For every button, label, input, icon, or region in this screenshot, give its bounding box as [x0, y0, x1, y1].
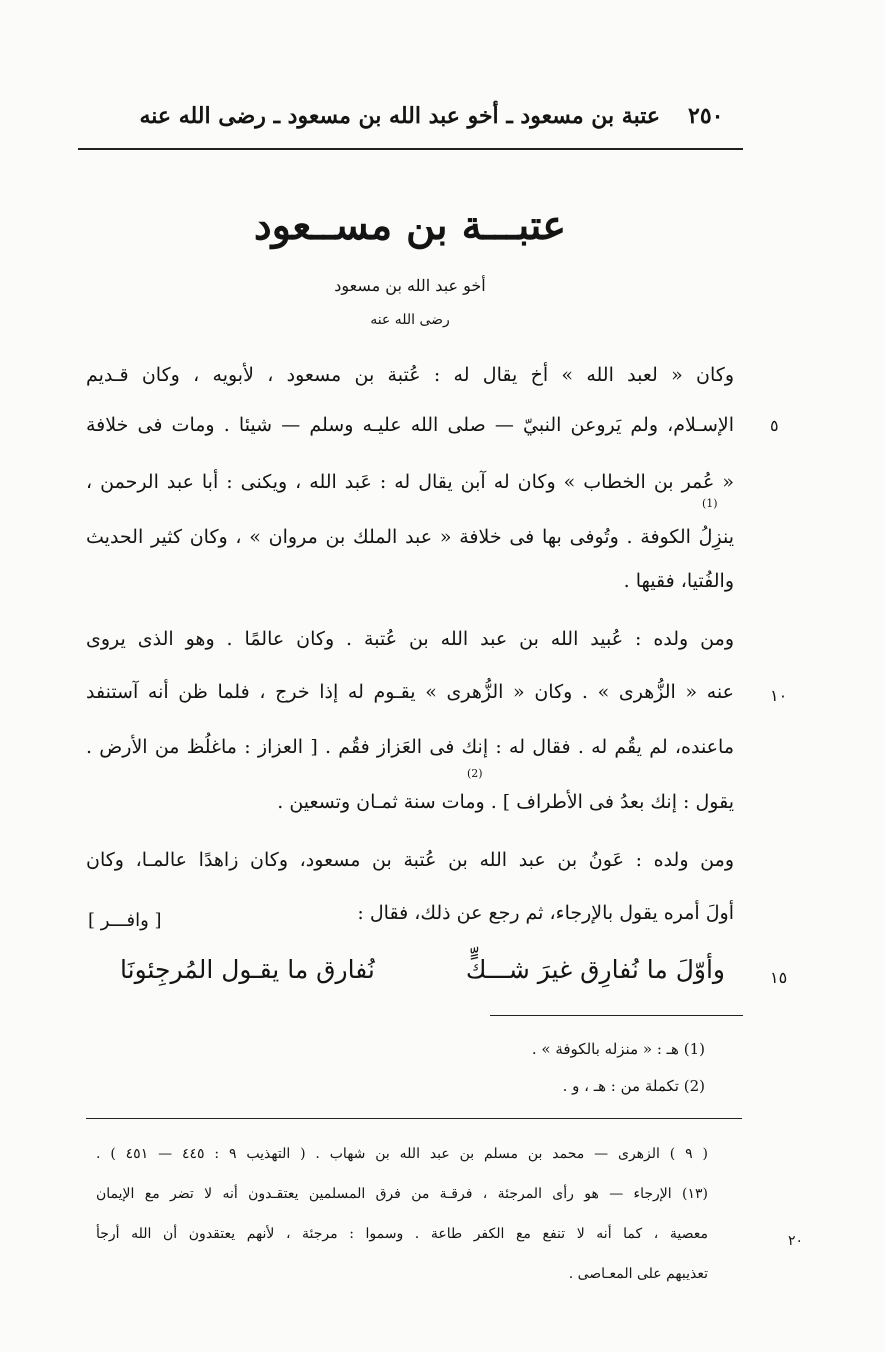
footnote: (1) هـ : « منزله بالكوفة » .: [531, 1040, 705, 1058]
footnote-marker: (1): [702, 497, 718, 510]
commentary-note: ( ٩ ) الزهرى — محمد بن مسلم بن عبد الله بن شهاب . ( التهذيب ٩ : ٤٤٥ — ٤٥١ ) .: [96, 1146, 709, 1162]
body-line: وكان « لعبد الله » أخ يقال له : عُتبة بن مسعود ، لأبويه ، وكان قـديم: [86, 364, 734, 386]
verse-hemistich-1: وأوّلَ ما نُفارِق غيرَ شـــكٍّ: [465, 955, 725, 984]
line-number: ٢٠: [788, 1233, 804, 1249]
body-line: ومن ولده : عُبيد الله بن عبد الله بن عُتبة . وكان عالمًا . وهو الذى يروى: [86, 628, 734, 650]
footnote: (2) تكملة من : هـ ، و .: [562, 1077, 705, 1095]
body-line: أولَ أمره يقول بالإرجاء، ثم رجع عن ذلك، فقال :: [357, 902, 734, 924]
commentary-note: (١٣) الإرجاء — هو رأى المرجئة ، فرقـة من فرق المسلمين يعتقـدون أنه لا تضر مع الإيمان: [96, 1186, 708, 1202]
body-line: « عُمر بن الخطاب » وكان له آبن يقال له : عَبد الله ، ويكنى : أبا عبد الرحمن ،: [86, 471, 734, 493]
line-number: ١٠: [770, 686, 788, 705]
page-number: ٢٥٠: [688, 103, 724, 129]
poem-meter: [ وافـــر ]: [88, 910, 162, 931]
article-honorific: رضى الله عنه: [370, 312, 450, 328]
line-number: ١٥: [770, 968, 788, 987]
body-line: عنه « الزُّهرى » . وكان « الزُّهرى » يقـوم له إذا خرج ، فلما ظن أنه آستنفد: [86, 681, 734, 703]
body-line: ماعنده، لم يقُم له . فقال له : إنك فى العَزاز فقُم . [ العزاز : ماغلُظ من الأرض .: [86, 736, 734, 758]
article-title: عتبـــة بن مســعود: [253, 202, 567, 249]
line-number: ٥: [770, 416, 779, 435]
commentary-note: معصية ، كما أنه لا تنفع مع الكفر طاعة . وسموا : مرجئة ، لأنهم يعتقدون أن الله أرجأ: [96, 1226, 708, 1242]
body-line: ومن ولده : عَونُ بن عبد الله بن عُتبة بن مسعود، وكان زاهدًا عالمـا، وكان: [86, 849, 734, 871]
footnote-rule: [490, 1015, 743, 1016]
commentary-rule: [86, 1118, 742, 1119]
footnote-marker: (2): [467, 767, 483, 780]
header-rule: [78, 148, 743, 150]
body-line: والفُتيا، فقيها .: [623, 570, 734, 592]
verse-hemistich-2: نُفارق ما يقـول المُرجِئونَا: [120, 955, 375, 984]
body-line: ينزِلُ الكوفة . وتُوفى بها فى خلافة « عبد الملك بن مروان » ، وكان كثير الحديث: [86, 526, 734, 548]
body-line: يقول : إنك بعدُ فى الأطراف ] . ومات سنة ثمـان وتسعين .: [277, 791, 734, 813]
body-line: الإسـلام، ولم يَروعن النبيّ — صلى الله عليـه وسلم — شيئا . ومات فى خلافة: [86, 414, 734, 436]
article-subtitle: أخو عبد الله بن مسعود: [334, 276, 486, 295]
commentary-note: تعذيبهم على المعـاصى .: [568, 1266, 708, 1282]
running-title: عتبة بن مسعود ـ أخو عبد الله بن مسعود ـ رضى الله عنه: [139, 103, 660, 129]
